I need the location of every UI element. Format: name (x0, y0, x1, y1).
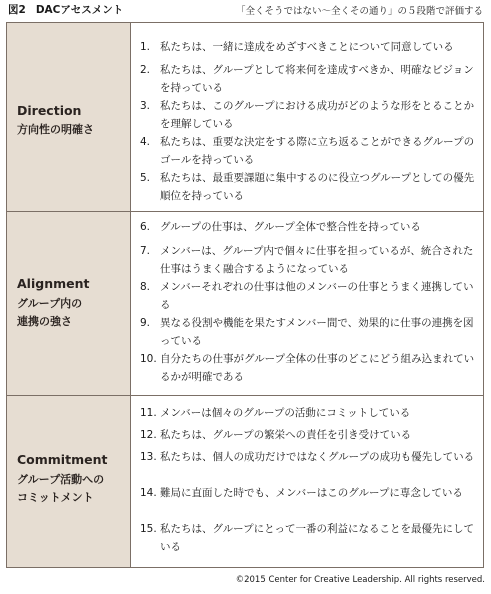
list-item (140, 448, 477, 466)
section-label-ja: グループ活動への コミットメント (17, 473, 105, 504)
item-number: 11. (140, 407, 157, 419)
list-item (140, 61, 477, 97)
item-text: 異なる役割や機能を果たすメンバー間で、効果的に仕事の連携を図っている (160, 317, 474, 347)
item-number: 12. (140, 429, 157, 441)
item-number: 15. (140, 523, 157, 535)
section-label-en: Alignment (17, 276, 90, 291)
item-number: 14. (140, 487, 157, 499)
list-item (140, 484, 477, 502)
item-number: 7. (140, 245, 151, 257)
item-text: 自分たちの仕事がグループ全体の仕事のどこにどう組み込まれているかが明確である (160, 353, 475, 383)
list-item (140, 97, 477, 133)
item-text: メンバーは、グループ内で個々に仕事を担っているが、統合された仕事はうまく融合するようになっている (160, 245, 474, 275)
figure-header (8, 2, 483, 18)
item-number: 4. (140, 136, 151, 148)
item-text: メンバーは個々のグループの活動にコミットしている (160, 407, 411, 419)
item-number: 1. (140, 41, 151, 53)
list-item (140, 133, 477, 169)
list-item (140, 38, 477, 56)
item-text: 私たちは、個人の成功だけではなくグループの成功も優先している (160, 451, 475, 463)
item-number: 3. (140, 100, 151, 112)
item-text: 私たちは、このグループにおける成功がどのような形をとることかを理解している (160, 100, 475, 130)
item-list (140, 212, 477, 395)
section-label-en: Commitment (17, 452, 108, 467)
list-item (140, 350, 477, 386)
figure-title-text: DACアセスメント (35, 4, 124, 16)
list-item (140, 520, 477, 556)
list-item (140, 242, 477, 278)
section-label-cell (7, 212, 131, 395)
figure-title (8, 2, 123, 17)
list-item (140, 278, 477, 314)
copyright-notice: ©2015 Center for Creative Leadership. All rights reserved. (235, 575, 485, 585)
section-label-ja: グループ内の 連携の強さ (17, 297, 83, 328)
item-text: 私たちは、グループにとって一番の利益になることを最優先にしている (160, 523, 474, 553)
list-item (140, 169, 477, 205)
item-number: 2. (140, 64, 151, 76)
rating-scale-note: 「全くそうではない〜全くその通り」の５段階で評価する (235, 6, 483, 17)
item-text: メンバーそれぞれの仕事は他のメンバーの仕事とうまく連携している (160, 281, 474, 311)
section-label-en: Direction (17, 103, 82, 118)
assessment-table (6, 22, 484, 568)
item-number: 9. (140, 317, 151, 329)
item-number: 10. (140, 353, 157, 365)
section-label-ja: 方向性の明確さ (17, 123, 94, 136)
section-label-cell (7, 23, 131, 211)
list-item (140, 314, 477, 350)
item-text: 私たちは、グループとして将来何を達成すべきか、明確なビジョンを持っている (160, 64, 474, 94)
section-label-cell (7, 396, 131, 567)
item-number: 6. (140, 221, 151, 233)
item-text: 私たちは、最重要課題に集中するのに役立つグループとしての優先順位を持っている (160, 172, 475, 202)
section-direction (7, 23, 483, 211)
item-number: 13. (140, 451, 157, 463)
list-item (140, 218, 477, 236)
figure-number: 図2 (8, 4, 26, 16)
item-list (140, 23, 477, 211)
item-list (140, 396, 477, 567)
item-number: 5. (140, 172, 151, 184)
item-text: 難局に直面した時でも、メンバーはこのグループに専念している (160, 487, 463, 499)
section-alignment (7, 211, 483, 395)
list-item (140, 404, 477, 422)
item-text: グループの仕事は、グループ全体で整合性を持っている (160, 221, 421, 233)
item-text: 私たちは、一緒に達成をめざすべきことについて同意している (160, 41, 454, 53)
item-text: 私たちは、重要な決定をする際に立ち返ることができるグループのゴールを持っている (160, 136, 475, 166)
item-number: 8. (140, 281, 151, 293)
section-commitment (7, 395, 483, 567)
list-item (140, 426, 477, 444)
item-text: 私たちは、グループの繁栄への責任を引き受けている (160, 429, 412, 441)
